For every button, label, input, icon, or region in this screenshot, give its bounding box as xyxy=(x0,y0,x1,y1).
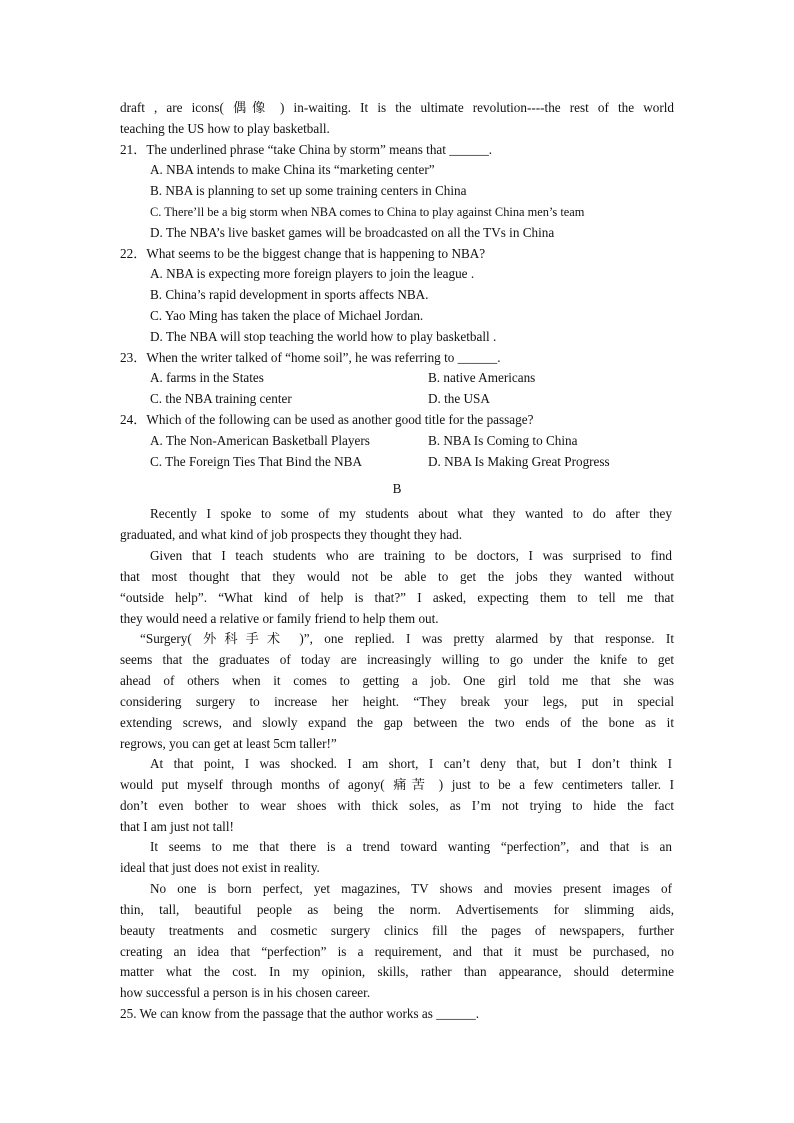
passage-b-line: At that point, I was shocked. I am short, I can’t deny that, but I don’t think I xyxy=(150,756,672,771)
passage-b-line: No one is born perfect, yet magazines, TV shows and movies present images of xyxy=(150,881,672,896)
passage-a-line: draft , are icons( 偶像 ) in-waiting. It is the ultimate revolution----the rest of the world xyxy=(120,100,674,115)
question-23-option-a: A. farms in the States xyxy=(150,370,264,385)
section-b-heading: B xyxy=(392,481,402,496)
question-21-option-d: D. The NBA’s live basket games will be broadcasted on all the TVs in China xyxy=(150,225,555,240)
passage-b-line: “Surgery( 外科手术 )”, one replied. I was pretty alarmed by that response. It xyxy=(140,631,674,646)
passage-b-line: that I am just not tall! xyxy=(120,819,234,834)
passage-b-line: how successful a person is in his chosen career. xyxy=(120,985,371,1000)
passage-b-line: regrows, you can get at least 5cm taller!” xyxy=(120,736,337,751)
passage-b-line: Given that I teach students who are training to be doctors, I was surprised to find xyxy=(150,548,672,563)
question-21-stem: 21．The underlined phrase “take China by storm” means that ______. xyxy=(120,142,493,157)
question-21-option-c: C. There’ll be a big storm when NBA comes to China to play against China men’s team xyxy=(150,205,585,219)
passage-b-line: they would need a relative or family friend to help them out. xyxy=(120,611,439,626)
passage-b-line: thin, tall, beautiful people as being the norm. Advertisements for slimming aids, xyxy=(120,902,674,917)
passage-b-line: graduated, and what kind of job prospects they thought they had. xyxy=(120,527,463,542)
question-23-stem: 23．When the writer talked of “home soil”, he was referring to ______. xyxy=(120,350,501,365)
passage-b-line: creating an idea that “perfection” is a requirement, and that it must be purchased, no xyxy=(120,944,674,959)
passage-b-line: seems that the graduates of today are increasingly willing to go under the knife to get xyxy=(120,652,674,667)
question-24-option-b: B. NBA Is Coming to China xyxy=(428,433,578,448)
passage-b-line: that most thought that they would not be able to get the jobs they wanted without xyxy=(120,569,674,584)
passage-b-line: matter what the cost. In my opinion, skills, rather than appearance, should determine xyxy=(120,964,674,979)
question-23-option-c: C. the NBA training center xyxy=(150,391,292,406)
passage-b-line: It seems to me that there is a trend toward wanting “perfection”, and that is an xyxy=(150,839,672,854)
question-25-stem: 25. We can know from the passage that the author works as ______. xyxy=(120,1006,480,1021)
passage-b-line: would put myself through months of agony( 痛苦 ) just to be a few centimeters taller. I xyxy=(120,777,674,792)
passage-b-line: don’t even bother to wear shoes with thick soles, as I’m not trying to hide the fact xyxy=(120,798,674,813)
passage-b-line: ahead of others when it comes to getting a job. One girl told me that she was xyxy=(120,673,674,688)
question-24-stem: 24．Which of the following can be used as another good title for the passage? xyxy=(120,412,534,427)
passage-a-line: teaching the US how to play basketball. xyxy=(120,121,330,136)
passage-b-line: extending screws, and slowly expand the gap between the two ends of the bone as it xyxy=(120,715,674,730)
question-22-option-c: C. Yao Ming has taken the place of Michael Jordan. xyxy=(150,308,424,323)
passage-b-line: Recently I spoke to some of my students about what they wanted to do after they xyxy=(150,506,672,521)
passage-b-line: beauty treatments and cosmetic surgery clinics fill the pages of newspapers, further xyxy=(120,923,674,938)
passage-b-line: “outside help”. “What kind of help is that?” I asked, expecting them to tell me that xyxy=(120,590,674,605)
question-22-option-d: D. The NBA will stop teaching the world how to play basketball . xyxy=(150,329,497,344)
question-23-option-d: D. the USA xyxy=(428,391,490,406)
question-23-option-b: B. native Americans xyxy=(428,370,536,385)
question-24-option-d: D. NBA Is Making Great Progress xyxy=(428,454,610,469)
passage-b-line: ideal that just does not exist in reality. xyxy=(120,860,320,875)
question-24-option-c: C. The Foreign Ties That Bind the NBA xyxy=(150,454,362,469)
question-21-option-a: A. NBA intends to make China its “marketing center” xyxy=(150,162,435,177)
passage-b-line: considering surgery to increase her height. “They break your legs, put in special xyxy=(120,694,674,709)
question-22-stem: 22．What seems to be the biggest change that is happening to NBA? xyxy=(120,246,486,261)
question-22-option-a: A. NBA is expecting more foreign players to join the league . xyxy=(150,266,475,281)
question-21-option-b: B. NBA is planning to set up some training centers in China xyxy=(150,183,467,198)
question-24-option-a: A. The Non-American Basketball Players xyxy=(150,433,370,448)
question-22-option-b: B. China’s rapid development in sports affects NBA. xyxy=(150,287,429,302)
